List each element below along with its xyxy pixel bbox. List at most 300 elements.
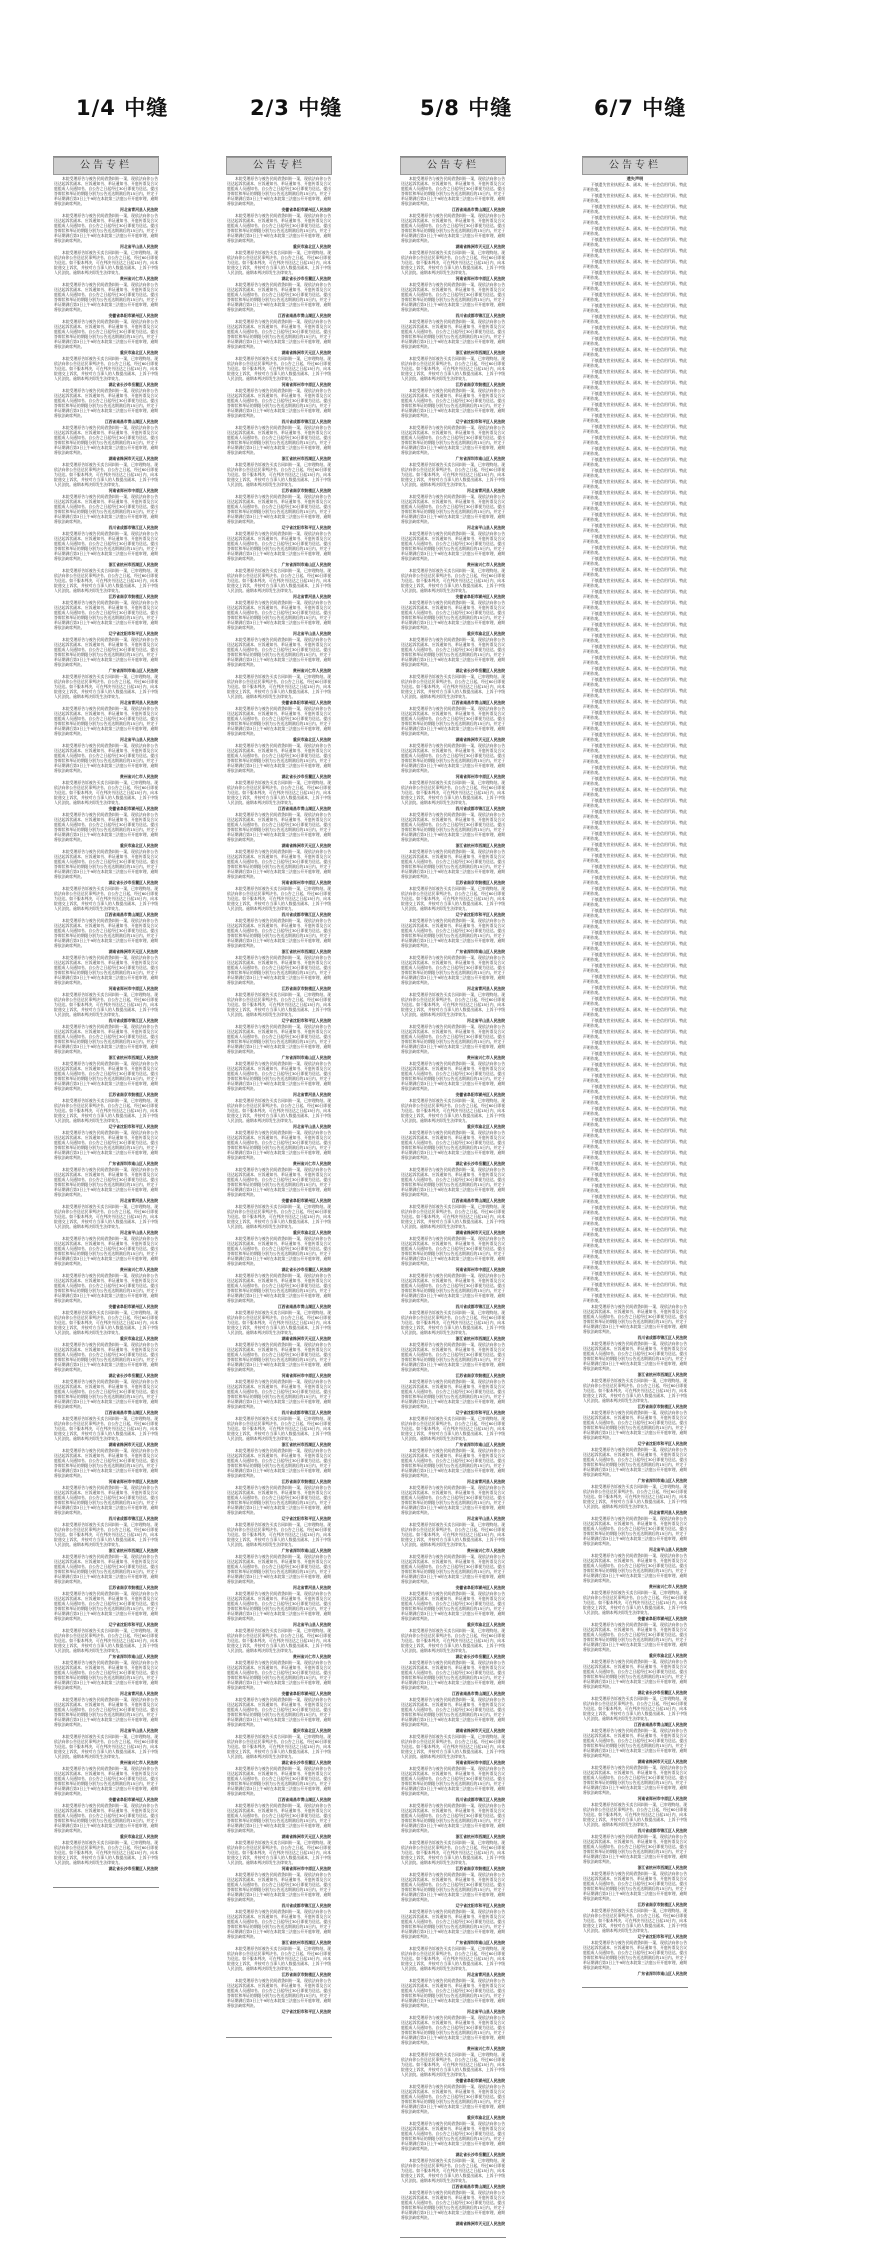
notice-paragraph: 不慎遗失营业执照正本、副本，统一社会信用代码，特此声明作废。 [583, 193, 687, 203]
notice-paragraph: 本院受理原告与被告民间借贷纠纷一案，现依法向你公告送达起诉状副本、应诉通知书、举证通知书、开庭传票及合议庭组成人员通知书。自公告之日起经过30日即视为送达。提出答辩状和举证的期限分别为公告送达期满后的15日内。并定于举证期满后第3日上午9时在本院第三法庭公开开庭审理，逾期将依法缺席判决。 [54, 1342, 158, 1372]
notice-paragraph: 不慎遗失营业执照正本、副本，统一社会信用代码，特此声明作废。 [583, 974, 687, 984]
court-signature: 浙江省杭州市西湖区人民法院 [281, 949, 331, 954]
court-signature: 河北省平山县人民法院 [467, 525, 505, 530]
notice-paragraph: 本院受理原告与被告民间借贷纠纷一案，现依法向你公告送达起诉状副本、应诉通知书、举证通知书、开庭传票及合议庭组成人员通知书。自公告之日起经过30日即视为送达。提出答辩状和举证的期限分别为公告送达期满后的15日内。并定于举证期满后第3日上午9时在本院第三法庭公开开庭审理，逾期将依法缺席判决。 [54, 494, 158, 524]
court-signature: 湖南省株洲市天元区人民法院 [108, 456, 158, 461]
notice-paragraph: 不慎遗失营业执照正本、副本，统一社会信用代码，特此声明作废。 [583, 413, 687, 423]
court-signature: 广东省深圳市南山区人民法院 [455, 456, 505, 461]
notice-paragraph: 不慎遗失营业执照正本、副本，统一社会信用代码，特此声明作废。 [583, 259, 687, 269]
notice-paragraph: 本院受理原告与被告民间借贷纠纷一案，现依法向你公告送达起诉状副本、应诉通知书、举证通知书、开庭传票及合议庭组成人员通知书。自公告之日起经过30日即视为送达。提出答辩状和举证的期限分别为公告送达期满后的15日内。并定于举证期满后第3日上午9时在本院第三法庭公开开庭审理，逾期将依法缺席判决。 [401, 1660, 505, 1690]
notice-paragraph: 不慎遗失营业执照正本、副本，统一社会信用代码，特此声明作废。 [583, 787, 687, 797]
notice-paragraph: 本院受理原告与被告民间借贷纠纷一案，现依法向你公告送达起诉状副本、应诉通知书、举证通知书、开庭传票及合议庭组成人员通知书。自公告之日起经过30日即视为送达。提出答辩状和举证的期限分别为公告送达期满后的15日内。并定于举证期满后第3日上午9时在本院第三法庭公开开庭审理，逾期将依法缺席判决。 [401, 2121, 505, 2151]
notice-paragraph: 本院受理原告诉被告买卖合同纠纷一案，已审理终结。现依法向你公告送达民事判决书。自公告之日起，经过60日即视为送达。如不服本判决，可在判决书送达之日起15日内，向本院递交上诉状，并按对方当事人的人数提出副本，上诉于中级人民法院。逾期本判决即发生法律效力。 [401, 1416, 505, 1441]
notice-paragraph: 本院受理原告与被告民间借贷纠纷一案，现依法向你公告送达起诉状副本、应诉通知书、举证通知书、开庭传票及合议庭组成人员通知书。自公告之日起经过30日即视为送达。提出答辩状和举证的期限分别为公告送达期满后的15日内。并定于举证期满后第3日上午9时在本院第三法庭公开开庭审理，逾期将依法缺席判决。 [401, 849, 505, 879]
notice-paragraph: 本院受理原告与被告民间借贷纠纷一案，现依法向你公告送达起诉状副本、应诉通知书、举证通知书、开庭传票及合议庭组成人员通知书。自公告之日起经过30日即视为送达。提出答辩状和举证的期限分别为公告送达期满后的15日内。并定于举证期满后第3日上午9时在本院第三法庭公开开庭审理，逾期将依法缺席判决。 [227, 1978, 331, 2008]
notice-paragraph: 本院受理原告诉被告买卖合同纠纷一案，已审理终结。现依法向你公告送达民事判决书。自公告之日起，经过60日即视为送达。如不服本判决，可在判决书送达之日起15日内，向本院递交上诉状，并按对方当事人的人数提出副本，上诉于中级人民法院。逾期本判决即发生法律效力。 [54, 462, 158, 487]
notice-paragraph: 本院受理原告与被告民间借贷纠纷一案，现依法向你公告送达起诉状副本、应诉通知书、举证通知书、开庭传票及合议庭组成人员通知书。自公告之日起经过30日即视为送达。提出答辩状和举证的期限分别为公告送达期满后的15日内。并定于举证期满后第3日上午9时在本院第三法庭公开开庭审理，逾期将依法缺席判决。 [401, 1591, 505, 1621]
court-signature: 重庆市渝北区人民法院 [293, 1728, 331, 1733]
court-signature: 贵州省兴仁市人民法院 [293, 1161, 331, 1166]
court-signature: 河南省郑州市中原区人民法院 [281, 880, 331, 885]
court-signature: 重庆市渝北区人民法院 [120, 1336, 158, 1341]
notice-paragraph: 不慎遗失营业执照正本、副本，统一社会信用代码，特此声明作废。 [583, 908, 687, 918]
notice-paragraph: 本院受理原告与被告民间借贷纠纷一案，现依法向你公告送达起诉状副本、应诉通知书、举证通知书、开庭传票及合议庭组成人员通知书。自公告之日起经过30日即视为送达。提出答辩状和举证的期限分别为公告送达期满后的15日内。并定于举证期满后第3日上午9时在本院第三法庭公开开庭审理，逾期将依法缺席判决。 [227, 1909, 331, 1939]
notice-paragraph: 本院受理原告诉被告买卖合同纠纷一案，已审理终结。现依法向你公告送达民事判决书。自公告之日起，经过60日即视为送达。如不服本判决，可在判决书送达之日起15日内，向本院递交上诉状，并按对方当事人的人数提出副本，上诉于中级人民法院。逾期本判决即发生法律效力。 [227, 1310, 331, 1335]
notice-paragraph: 不慎遗失营业执照正本、副本，统一社会信用代码，特此声明作废。 [583, 798, 687, 808]
notice-paragraph: 本院受理原告与被告民间借贷纠纷一案，现依法向你公告送达起诉状副本、应诉通知书、举证通知书、开庭传票及合议庭组成人员通知书。自公告之日起经过30日即视为送达。提出答辩状和举证的期限分别为公告送达期满后的15日内。并定于举证期满后第3日上午9时在本院第三法庭公开开庭审理，逾期将依法缺席判决。 [227, 1485, 331, 1515]
notice-paragraph: 本院受理原告与被告民间借贷纠纷一案，现依法向你公告送达起诉状副本、应诉通知书、举证通知书、开庭传票及合议庭组成人员通知书。自公告之日起经过30日即视为送达。提出答辩状和举证的期限分别为公告送达期满后的15日内。并定于举证期满后第3日上午9时在本院第三法庭公开开庭审理，逾期将依法缺席判决。 [54, 1591, 158, 1621]
notice-paragraph: 本院受理原告与被告民间借贷纠纷一案，现依法向你公告送达起诉状副本、应诉通知书、举证通知书、开庭传票及合议庭组成人员通知书。自公告之日起经过30日即视为送达。提出答辩状和举证的期限分别为公告送达期满后的15日内。并定于举证期满后第3日上午9时在本院第三法庭公开开庭审理，逾期将依法缺席判决。 [227, 176, 331, 206]
notice-paragraph: 本院受理原告与被告民间借贷纠纷一案，现依法向你公告送达起诉状副本、应诉通知书、举证通知书、开庭传票及合议庭组成人员通知书。自公告之日起经过30日即视为送达。提出答辩状和举证的期限分别为公告送达期满后的15日内。并定于举证期满后第3日上午9时在本院第三法庭公开开庭审理，逾期将依法缺席判决。 [227, 1554, 331, 1584]
court-signature: 江西省南昌市青山湖区人民法院 [277, 1304, 331, 1309]
notice-paragraph: 本院受理原告与被告民间借贷纠纷一案，现依法向你公告送达起诉状副本、应诉通知书、举证通知书、开庭传票及合议庭组成人员通知书。自公告之日起经过30日即视为送达。提出答辩状和举证的期限分别为公告送达期满后的15日内。并定于举证期满后第3日上午9时在本院第三法庭公开开庭审理，逾期将依法缺席判决。 [54, 1061, 158, 1091]
court-signature: 贵州省兴仁市人民法院 [467, 1548, 505, 1553]
notice-paragraph: 本院受理原告与被告民间借贷纠纷一案，现依法向你公告送达起诉状副本、应诉通知书、举证通知书、开庭传票及合议庭组成人员通知书。自公告之日起经过30日即视为送达。提出答辩状和举证的期限分别为公告送达期满后的15日内。并定于举证期满后第3日上午9时在本院第三法庭公开开庭审理，逾期将依法缺席判决。 [227, 1766, 331, 1796]
notice-paragraph: 本院受理原告与被告民间借贷纠纷一案，现依法向你公告送达起诉状副本、应诉通知书、举证通知书、开庭传票及合议庭组成人员通知书。自公告之日起经过30日即视为送达。提出答辩状和举证的期限分别为公告送达期满后的15日内。并定于举证期满后第3日上午9时在本院第三法庭公开开庭审理，逾期将依法缺席判决。 [401, 1342, 505, 1372]
notice-paragraph: 不慎遗失营业执照正本、副本，统一社会信用代码，特此声明作废。 [583, 765, 687, 775]
notice-paragraph: 本院受理原告诉被告买卖合同纠纷一案，已审理终结。现依法向你公告送达民事判决书。自公告之日起，经过60日即视为送达。如不服本判决，可在判决书送达之日起15日内，向本院递交上诉状，并按对方当事人的人数提出副本，上诉于中级人民法院。逾期本判决即发生法律效力。 [54, 1840, 158, 1865]
notice-paragraph: 本院受理原告与被告民间借贷纠纷一案，现依法向你公告送达起诉状副本、应诉通知书、举证通知书、开庭传票及合议庭组成人员通知书。自公告之日起经过30日即视为送达。提出答辩状和举证的期限分别为公告送达期满后的15日内。并定于举证期满后第3日上午9时在本院第三法庭公开开庭审理，逾期将依法缺席判决。 [583, 1940, 687, 1970]
court-signature: 江苏省南京市鼓楼区人民法院 [455, 880, 505, 885]
notice-paragraph: 不慎遗失营业执照正本、副本，统一社会信用代码，特此声明作废。 [583, 402, 687, 412]
court-signature: 重庆市渝北区人民法院 [467, 1124, 505, 1129]
notice-paragraph: 本院受理原告与被告民间借贷纠纷一案，现依法向你公告送达起诉状副本、应诉通知书、举证通知书、开庭传票及合议庭组成人员通知书。自公告之日起经过30日即视为送达。提出答辩状和举证的期限分别为公告送达期满后的15日内。并定于举证期满后第3日上午9时在本院第三法庭公开开庭审理，逾期将依法缺席判决。 [401, 425, 505, 455]
notice-paragraph: 本院受理原告与被告民间借贷纠纷一案，现依法向你公告送达起诉状副本、应诉通知书、举证通知书、开庭传票及合议庭组成人员通知书。自公告之日起经过30日即视为送达。提出答辩状和举证的期限分别为公告送达期满后的15日内。并定于举证期满后第3日上午9时在本院第三法庭公开开庭审理，逾期将依法缺席判决。 [54, 388, 158, 418]
notice-paragraph: 不慎遗失营业执照正本、副本，统一社会信用代码，特此声明作废。 [583, 985, 687, 995]
court-signature: 河北省青河县人民法院 [467, 488, 505, 493]
notice-paragraph: 不慎遗失营业执照正本、副本，统一社会信用代码，特此声明作废。 [583, 919, 687, 929]
court-signature: 湖北省长沙市岳麓区人民法院 [455, 668, 505, 673]
notice-paragraph: 本院受理原告与被告民间借贷纠纷一案，现依法向你公告送达起诉状副本、应诉通知书、举证通知书、开庭传票及合议庭组成人员通知书。自公告之日起经过30日即视为送达。提出答辩状和举证的期限分别为公告送达期满后的15日内。并定于举证期满后第3日上午9时在本院第三法庭公开开庭审理，逾期将依法缺席判决。 [227, 319, 331, 349]
column-q67 [582, 156, 688, 1988]
notice-paragraph: 本院受理原告与被告民间借贷纠纷一案，现依法向你公告送达起诉状副本、应诉通知书、举证通知书、开庭传票及合议庭组成人员通知书。自公告之日起经过30日即视为送达。提出答辩状和举证的期限分别为公告送达期满后的15日内。并定于举证期满后第3日上午9时在本院第三法庭公开开庭审理，逾期将依法缺席判决。 [54, 1485, 158, 1515]
notice-paragraph: 本院受理原告与被告民间借贷纠纷一案，现依法向你公告送达起诉状副本、应诉通知书、举证通知书、开庭传票及合议庭组成人员通知书。自公告之日起经过30日即视为送达。提出答辩状和举证的期限分别为公告送达期满后的15日内。并定于举证期满后第3日上午9时在本院第三法庭公开开庭审理，逾期将依法缺席判决。 [401, 1167, 505, 1197]
court-signature: 河南省郑州市中原区人民法院 [108, 1479, 158, 1484]
notice-paragraph: 不慎遗失营业执照正本、副本，统一社会信用代码，特此声明作废。 [583, 1018, 687, 1028]
column-body [53, 175, 159, 1871]
notice-paragraph: 本院受理原告与被告民间借贷纠纷一案，现依法向你公告送达起诉状副本、应诉通知书、举证通知书、开庭传票及合议庭组成人员通知书。自公告之日起经过30日即视为送达。提出答辩状和举证的期限分别为公告送达期满后的15日内。并定于举证期满后第3日上午9时在本院第三法庭公开开庭审理，逾期将依法缺席判决。 [54, 706, 158, 736]
court-signature: 江西省南昌市青山湖区人民法院 [104, 1410, 158, 1415]
notice-paragraph: 本院受理原告诉被告买卖合同纠纷一案，已审理终结。现依法向你公告送达民事判决书。自公告之日起，经过60日即视为送达。如不服本判决，可在判决书送达之日起15日内，向本院递交上诉状，并按对方当事人的人数提出副本，上诉于中级人民法院。逾期本判决即发生法律效力。 [401, 1628, 505, 1653]
court-signature: 河南省郑州市中原区人民法院 [108, 986, 158, 991]
notice-paragraph: 不慎遗失营业执照正本、副本，统一社会信用代码，特此声明作废。 [583, 1117, 687, 1127]
notice-paragraph: 本院受理原告诉被告买卖合同纠纷一案，已审理终结。现依法向你公告送达民事判决书。自公告之日起，经过60日即视为送达。如不服本判决，可在判决书送达之日起15日内，向本院递交上诉状，并按对方当事人的人数提出副本，上诉于中级人民法院。逾期本判决即发生法律效力。 [227, 1628, 331, 1653]
notice-paragraph: 不慎遗失营业执照正本、副本，统一社会信用代码，特此声明作废。 [583, 303, 687, 313]
court-signature: 浙江省杭州市西湖区人民法院 [108, 1055, 158, 1060]
court-signature: 重庆市渝北区人民法院 [120, 843, 158, 848]
notice-paragraph: 不慎遗失营业执照正本、副本，统一社会信用代码，特此声明作废。 [583, 391, 687, 401]
notice-paragraph: 本院受理原告诉被告买卖合同纠纷一案，已审理终结。现依法向你公告送达民事判决书。自公告之日起，经过60日即视为送达。如不服本判决，可在判决书送达之日起15日内，向本院递交上诉状，并按对方当事人的人数提出副本，上诉于中级人民法院。逾期本判决即发生法律效力。 [227, 1734, 331, 1759]
notice-paragraph: 本院受理原告与被告民间借贷纠纷一案，现依法向你公告送达起诉状副本、应诉通知书、举证通知书、开庭传票及合议庭组成人员通知书。自公告之日起经过30日即视为送达。提出答辩状和举证的期限分别为公告送达期满后的15日内。并定于举证期满后第3日上午9时在本院第三法庭公开开庭审理，逾期将依法缺席判决。 [227, 1448, 331, 1478]
notice-paragraph: 本院受理原告与被告民间借贷纠纷一案，现依法向你公告送达起诉状副本、应诉通知书、举证通知书、开庭传票及合议庭组成人员通知书。自公告之日起经过30日即视为送达。提出答辩状和举证的期限分别为公告送达期满后的15日内。并定于举证期满后第3日上午9时在本院第三法庭公开开庭审理，逾期将依法缺席判决。 [227, 425, 331, 455]
notice-paragraph: 本院受理原告与被告民间借贷纠纷一案，现依法向你公告送达起诉状副本、应诉通知书、举证通知书、开庭传票及合议庭组成人员通知书。自公告之日起经过30日即视为送达。提出答辩状和举证的期限分别为公告送达期满后的15日内。并定于举证期满后第3日上午9时在本院第三法庭公开开庭审理，逾期将依法缺席判决。 [583, 1447, 687, 1477]
court-signature: 安徽省阜阳市颍州区人民法院 [281, 700, 331, 705]
notice-paragraph: 本院受理原告与被告民间借贷纠纷一案，现依法向你公告送达起诉状副本、应诉通知书、举证通知书、开庭传票及合议庭组成人员通知书。自公告之日起经过30日即视为送达。提出答辩状和举证的期限分别为公告送达期满后的15日内。并定于举证期满后第3日上午9时在本院第三法庭公开开庭审理，逾期将依法缺席判决。 [227, 743, 331, 773]
column-header: 公告专栏 [400, 157, 506, 175]
notice-paragraph: 本院受理原告诉被告买卖合同纠纷一案，已审理终结。现依法向你公告送达民事判决书。自公告之日起，经过60日即视为送达。如不服本判决，可在判决书送达之日起15日内，向本院递交上诉状，并按对方当事人的人数提出副本，上诉于中级人民法院。逾期本判决即发生法律效力。 [583, 1908, 687, 1933]
court-signature: 重庆市渝北区人民法院 [467, 2115, 505, 2120]
court-signature: 河北省平山县人民法院 [293, 1622, 331, 1627]
notice-paragraph: 本院受理原告诉被告买卖合同纠纷一案，已审理终结。现依法向你公告送达民事判决书。自公告之日起，经过60日即视为送达。如不服本判决，可在判决书送达之日起15日内，向本院递交上诉状，并按对方当事人的人数提出副本，上诉于中级人民法院。逾期本判决即发生法律效力。 [583, 1696, 687, 1721]
court-signature: 安徽省阜阳市颍州区人民法院 [281, 1691, 331, 1696]
court-signature: 河南省郑州市中原区人民法院 [108, 488, 158, 493]
notice-paragraph: 本院受理原告诉被告买卖合同纠纷一案，已审理终结。现依法向你公告送达民事判决书。自公告之日起，经过60日即视为送达。如不服本判决，可在判决书送达之日起15日内，向本院递交上诉状，并按对方当事人的人数提出副本，上诉于中级人民法院。逾期本判决即发生法律效力。 [401, 568, 505, 593]
court-signature: 浙江省杭州市西湖区人民法院 [108, 1548, 158, 1553]
notice-paragraph: 本院受理原告与被告民间借贷纠纷一案，现依法向你公告送达起诉状副本、应诉通知书、举证通知书、开庭传票及合议庭组成人员通知书。自公告之日起经过30日即视为送达。提出答辩状和举证的期限分别为公告送达期满后的15日内。并定于举证期满后第3日上午9时在本院第三法庭公开开庭审理，逾期将依法缺席判决。 [401, 637, 505, 667]
notice-paragraph: 不慎遗失营业执照正本、副本，统一社会信用代码，特此声明作废。 [583, 534, 687, 544]
notice-paragraph: 本院受理原告与被告民间借贷纠纷一案，现依法向你公告送达起诉状副本、应诉通知书、举证通知书、开庭传票及合议庭组成人员通知书。自公告之日起经过30日即视为送达。提出答辩状和举证的期限分别为公告送达期满后的15日内。并定于举证期满后第3日上午9时在本院第三法庭公开开庭审理，逾期将依法缺席判决。 [401, 812, 505, 842]
notice-paragraph: 本院受理原告与被告民间借贷纠纷一案，现依法向你公告送达起诉状副本、应诉通知书、举证通知书、开庭传票及合议庭组成人员通知书。自公告之日起经过30日即视为送达。提出答辩状和举证的期限分别为公告送达期满后的15日内。并定于举证期满后第3日上午9时在本院第三法庭公开开庭审理，逾期将依法缺席判决。 [401, 388, 505, 418]
notice-paragraph: 本院受理原告诉被告买卖合同纠纷一案，已审理终结。现依法向你公告送达民事判决书。自公告之日起，经过60日即视为送达。如不服本判决，可在判决书送达之日起15日内，向本院递交上诉状，并按对方当事人的人数提出副本，上诉于中级人民法院。逾期本判决即发生法律效力。 [227, 674, 331, 699]
notice-paragraph: 本院受理原告与被告民间借贷纠纷一案，现依法向你公告送达起诉状副本、应诉通知书、举证通知书、开庭传票及合议庭组成人员通知书。自公告之日起经过30日即视为送达。提出答辩状和举证的期限分别为公告送达期满后的15日内。并定于举证期满后第3日上午9时在本院第三法庭公开开庭审理，逾期将依法缺席判决。 [401, 1448, 505, 1478]
notice-paragraph: 不慎遗失营业执照正本、副本，统一社会信用代码，特此声明作废。 [583, 1073, 687, 1083]
notice-paragraph: 不慎遗失营业执照正本、副本，统一社会信用代码，特此声明作废。 [583, 1161, 687, 1171]
court-signature: 四川省成都市锦江区人民法院 [637, 1828, 687, 1833]
notice-paragraph: 本院受理原告与被告民间借贷纠纷一案，现依法向你公告送达起诉状副本、应诉通知书、举证通知书、开庭传票及合议庭组成人员通知书。自公告之日起经过30日即视为送达。提出答辩状和举证的期限分别为公告送达期满后的15日内。并定于举证期满后第3日上午9时在本院第三法庭公开开庭审理，逾期将依法缺席判决。 [401, 1697, 505, 1727]
notice-paragraph: 本院受理原告与被告民间借贷纠纷一案，现依法向你公告送达起诉状副本、应诉通知书、举证通知书、开庭传票及合议庭组成人员通知书。自公告之日起经过30日即视为送达。提出答辩状和举证的期限分别为公告送达期满后的15日内。并定于举证期满后第3日上午9时在本院第三法庭公开开庭审理，逾期将依法缺席判决。 [54, 1697, 158, 1727]
court-signature: 安徽省阜阳市颍州区人民法院 [455, 594, 505, 599]
court-signature: 辽宁省沈阳市和平区人民法院 [455, 1903, 505, 1908]
court-signature: 湖北省长沙市岳麓区人民法院 [108, 880, 158, 885]
notice-paragraph: 本院受理原告与被告民间借贷纠纷一案，现依法向你公告送达起诉状副本、应诉通知书、举证通知书、开庭传票及合议庭组成人员通知书。自公告之日起经过30日即视为送达。提出答辩状和举证的期限分别为公告送达期满后的15日内。并定于举证期满后第3日上午9时在本院第三法庭公开开庭审理，逾期将依法缺席判决。 [583, 1341, 687, 1371]
court-signature: 江苏省南京市鼓楼区人民法院 [455, 382, 505, 387]
column-header: 公告专栏 [53, 157, 159, 175]
notice-paragraph: 不慎遗失营业执照正本、副本，统一社会信用代码，特此声明作废。 [583, 424, 687, 434]
notice-paragraph: 本院受理原告诉被告买卖合同纠纷一案，已审理终结。现依法向你公告送达民事判决书。自公告之日起，经过60日即视为送达。如不服本判决，可在判决书送达之日起15日内，向本院递交上诉状，并按对方当事人的人数提出副本，上诉于中级人民法院。逾期本判决即发生法律效力。 [401, 2052, 505, 2077]
notice-paragraph: 本院受理原告与被告民间借贷纠纷一案，现依法向你公告送达起诉状副本、应诉通知书、举证通知书、开庭传票及合议庭组成人员通知书。自公告之日起经过30日即视为送达。提出答辩状和举证的期限分别为公告送达期满后的15日内。并定于举证期满后第3日上午9时在本院第三法庭公开开庭审理，逾期将依法缺席判决。 [54, 1130, 158, 1160]
court-signature: 江苏省南京市鼓楼区人民法院 [108, 594, 158, 599]
notice-paragraph: 不慎遗失营业执照正本、副本，统一社会信用代码，特此声明作废。 [583, 1007, 687, 1017]
notice-paragraph: 不慎遗失营业执照正本、副本，统一社会信用代码，特此声明作废。 [583, 204, 687, 214]
column-body [226, 175, 332, 2014]
notice-paragraph: 本院受理原告诉被告买卖合同纠纷一案，已审理终结。现依法向你公告送达民事判决书。自公告之日起，经过60日即视为送达。如不服本判决，可在判决书送达之日起15日内，向本院递交上诉状，并按对方当事人的人数提出副本，上诉于中级人民法院。逾期本判决即发生法律效力。 [227, 1522, 331, 1547]
notice-paragraph: 本院受理原告与被告民间借贷纠纷一案，现依法向你公告送达起诉状副本、应诉通知书、举证通知书、开庭传票及合议庭组成人员通知书。自公告之日起经过30日即视为送达。提出答辩状和举证的期限分别为公告送达期满后的15日内。并定于举证期满后第3日上午9时在本院第三法庭公开开庭审理，逾期将依法缺席判决。 [54, 213, 158, 243]
notice-paragraph: 本院受理原告与被告民间借贷纠纷一案，现依法向你公告送达起诉状副本、应诉通知书、举证通知书、开庭传票及合议庭组成人员通知书。自公告之日起经过30日即视为送达。提出答辩状和举证的期限分别为公告送达期满后的15日内。并定于举证期满后第3日上午9时在本院第三法庭公开开庭审理，逾期将依法缺席判决。 [401, 1236, 505, 1266]
notice-paragraph: 本院受理原告诉被告买卖合同纠纷一案，已审理终结。现依法向你公告送达民事判决书。自公告之日起，经过60日即视为送达。如不服本判决，可在判决书送达之日起15日内，向本院递交上诉状，并按对方当事人的人数提出副本，上诉于中级人民法院。逾期本判决即发生法律效力。 [401, 1734, 505, 1759]
notice-paragraph: 不慎遗失营业执照正本、副本，统一社会信用代码，特此声明作废。 [583, 732, 687, 742]
court-signature: 安徽省阜阳市颍州区人民法院 [108, 1304, 158, 1309]
notice-paragraph: 本院受理原告与被告民间借贷纠纷一案，现依法向你公告送达起诉状副本、应诉通知书、举证通知书、开庭传票及合议庭组成人员通知书。自公告之日起经过30日即视为送达。提出答辩状和举证的期限分别为公告送达期满后的15日内。并定于举证期满后第3日上午9时在本院第三法庭公开开庭审理，逾期将依法缺席判决。 [401, 2084, 505, 2114]
notice-paragraph: 本院受理原告诉被告买卖合同纠纷一案，已审理终结。现依法向你公告送达民事判决书。自公告之日起，经过60日即视为送达。如不服本判决，可在判决书送达之日起15日内，向本院递交上诉状，并按对方当事人的人数提出副本，上诉于中级人民法院。逾期本判决即发生法律效力。 [227, 1416, 331, 1441]
notice-paragraph: 本院受理原告与被告民间借贷纠纷一案，现依法向你公告送达起诉状副本、应诉通知书、举证通知书、开庭传票及合议庭组成人员通知书。自公告之日起经过30日即视为送达。提出答辩状和举证的期限分别为公告送达期满后的15日内。并定于举证期满后第3日上午9时在本院第三法庭公开开庭审理，逾期将依法缺席判决。 [54, 1167, 158, 1197]
court-signature: 四川省成都市锦江区人民法院 [108, 525, 158, 530]
court-signature: 河北省青河县人民法院 [467, 1972, 505, 1977]
court-signature: 河南省郑州市中原区人民法院 [281, 1373, 331, 1378]
court-signature: 四川省成都市锦江区人民法院 [108, 1516, 158, 1521]
notice-paragraph: 不慎遗失营业执照正本、副本，统一社会信用代码，特此声明作废。 [583, 567, 687, 577]
court-signature: 广东省深圳市南山区人民法院 [637, 1971, 687, 1976]
notice-paragraph: 不慎遗失营业执照正本、副本，统一社会信用代码，特此声明作废。 [583, 336, 687, 346]
court-signature: 江苏省南京市鼓楼区人民法院 [281, 488, 331, 493]
court-signature: 湖北省长沙市岳麓区人民法院 [281, 276, 331, 281]
court-signature: 河北省平山县人民法院 [649, 1547, 687, 1552]
notice-paragraph: 本院受理原告诉被告买卖合同纠纷一案，已审理终结。现依法向你公告送达民事判决书。自公告之日起，经过60日即视为送达。如不服本判决，可在判决书送达之日起15日内，向本院递交上诉状，并按对方当事人的人数提出副本，上诉于中级人民法院。逾期本判决即发生法律效力。 [54, 886, 158, 911]
court-signature: 江苏省南京市鼓楼区人民法院 [281, 1479, 331, 1484]
notice-paragraph: 本院受理原告诉被告买卖合同纠纷一案，已审理终结。现依法向你公告送达民事判决书。自公告之日起，经过60日即视为送达。如不服本判决，可在判决书送达之日起15日内，向本院递交上诉状，并按对方当事人的人数提出副本，上诉于中级人民法院。逾期本判决即发生法律效力。 [401, 2158, 505, 2183]
court-signature: 湖北省长沙市岳麓区人民法院 [455, 1161, 505, 1166]
notice-paragraph: 不慎遗失营业执照正本、副本，统一社会信用代码，特此声明作废。 [583, 523, 687, 533]
notice-paragraph: 本院受理原告诉被告买卖合同纠纷一案，已审理终结。现依法向你公告送达民事判决书。自公告之日起，经过60日即视为送达。如不服本判决，可在判决书送达之日起15日内，向本院递交上诉状，并按对方当事人的人数提出副本，上诉于中级人民法院。逾期本判决即发生法律效力。 [583, 1484, 687, 1509]
court-signature: 河南省郑州市中原区人民法院 [455, 774, 505, 779]
notice-paragraph: 不慎遗失营业执照正本、副本，统一社会信用代码，特此声明作废。 [583, 1227, 687, 1237]
notice-paragraph: 本院受理原告与被告民间借贷纠纷一案，现依法向你公告送达起诉状副本、应诉通知书、举证通知书、开庭传票及合议庭组成人员通知书。自公告之日起经过30日即视为送达。提出答辩状和举证的期限分别为公告送达期满后的15日内。并定于举证期满后第3日上午9时在本院第三法庭公开开庭审理，逾期将依法缺席判决。 [583, 1516, 687, 1546]
court-signature: 安徽省阜阳市颍州区人民法院 [281, 1198, 331, 1203]
court-signature: 广东省深圳市南山区人民法院 [108, 1654, 158, 1659]
court-signature: 贵州省兴仁市人民法院 [467, 562, 505, 567]
notice-paragraph: 本院受理原告与被告民间借贷纠纷一案，现依法向你公告送达起诉状副本、应诉通知书、举证通知书、开庭传票及合议庭组成人员通知书。自公告之日起经过30日即视为送达。提出答辩状和举证的期限分别为公告送达期满后的15日内。并定于举证期满后第3日上午9时在本院第三法庭公开开庭审理，逾期将依法缺席判决。 [401, 176, 505, 206]
notice-paragraph: 不慎遗失营业执照正本、副本，统一社会信用代码，特此声明作废。 [583, 457, 687, 467]
notice-paragraph: 本院受理原告诉被告买卖合同纠纷一案，已审理终结。现依法向你公告送达民事判决书。自公告之日起，经过60日即视为送达。如不服本判决，可在判决书送达之日起15日内，向本院递交上诉状，并按对方当事人的人数提出副本，上诉于中级人民法院。逾期本判决即发生法律效力。 [401, 1204, 505, 1229]
court-signature: 江苏省南京市鼓楼区人民法院 [637, 1404, 687, 1409]
court-signature: 江西省南昌市青山湖区人民法院 [277, 1797, 331, 1802]
court-signature: 河北省青河县人民法院 [293, 1585, 331, 1590]
notice-paragraph: 本院受理原告与被告民间借贷纠纷一案，现依法向你公告送达起诉状副本、应诉通知书、举证通知书、开庭传票及合议庭组成人员通知书。自公告之日起经过30日即视为送达。提出答辩状和举证的期限分别为公告送达期满后的15日内。并定于举证期满后第3日上午9时在本院第三法庭公开开庭审理，逾期将依法缺席判决。 [401, 1061, 505, 1091]
notice-paragraph: 本院受理原告与被告民间借贷纠纷一案，现依法向你公告送达起诉状副本、应诉通知书、举证通知书、开庭传票及合议庭组成人员通知书。自公告之日起经过30日即视为送达。提出答辩状和举证的期限分别为公告送达期满后的15日内。并定于举证期满后第3日上午9时在本院第三法庭公开开庭审理，逾期将依法缺席判决。 [54, 425, 158, 455]
court-signature: 湖北省长沙市岳麓区人民法院 [455, 2152, 505, 2157]
notice-paragraph: 本院受理原告与被告民间借贷纠纷一案，现依法向你公告送达起诉状副本、应诉通知书、举证通知书、开庭传票及合议庭组成人员通知书。自公告之日起经过30日即视为送达。提出答辩状和举证的期限分别为公告送达期满后的15日内。并定于举证期满后第3日上午9时在本院第三法庭公开开庭审理，逾期将依法缺席判决。 [583, 1659, 687, 1689]
court-signature: 湖北省长沙市岳麓区人民法院 [108, 1866, 158, 1871]
notice-paragraph: 不慎遗失营业执照正本、副本，统一社会信用代码，特此声明作废。 [583, 468, 687, 478]
court-signature: 江西省南昌市青山湖区人民法院 [633, 1722, 687, 1727]
court-signature: 江西省南昌市青山湖区人民法院 [451, 1691, 505, 1696]
notice-paragraph: 不慎遗失营业执照正本、副本，统一社会信用代码，特此声明作废。 [583, 369, 687, 379]
court-signature: 湖北省长沙市岳麓区人民法院 [637, 1690, 687, 1695]
court-signature: 重庆市渝北区人民法院 [293, 1230, 331, 1235]
notice-paragraph: 本院受理原告与被告民间借贷纠纷一案，现依法向你公告送达起诉状副本、应诉通知书、举证通知书、开庭传票及合议庭组成人员通知书。自公告之日起经过30日即视为送达。提出答辩状和举证的期限分别为公告送达期满后的15日内。并定于举证期满后第3日上午9时在本院第三法庭公开开庭审理，逾期将依法缺席判决。 [227, 1872, 331, 1902]
notice-paragraph: 本院受理原告与被告民间借贷纠纷一案，现依法向你公告送达起诉状副本、应诉通知书、举证通知书、开庭传票及合议庭组成人员通知书。自公告之日起经过30日即视为送达。提出答辩状和举证的期限分别为公告送达期满后的15日内。并定于举证期满后第3日上午9时在本院第三法庭公开开庭审理，逾期将依法缺席判决。 [54, 1766, 158, 1796]
notice-paragraph: 不慎遗失营业执照正本、副本，统一社会信用代码，特此声明作废。 [583, 1062, 687, 1072]
notice-paragraph: 不慎遗失营业执照正本、副本，统一社会信用代码，特此声明作废。 [583, 809, 687, 819]
notice-paragraph: 本院受理原告诉被告买卖合同纠纷一案，已审理终结。现依法向你公告送达民事判决书。自公告之日起，经过60日即视为送达。如不服本判决，可在判决书送达之日起15日内，向本院递交上诉状，并按对方当事人的人数提出副本，上诉于中级人民法院。逾期本判决即发生法律效力。 [54, 568, 158, 593]
notice-paragraph: 不慎遗失营业执照正本、副本，统一社会信用代码，特此声明作废。 [583, 952, 687, 962]
notice-paragraph: 本院受理原告诉被告买卖合同纠纷一案，已审理终结。现依法向你公告送达民事判决书。自公告之日起，经过60日即视为送达。如不服本判决，可在判决书送达之日起15日内，向本院递交上诉状，并按对方当事人的人数提出副本，上诉于中级人民法院。逾期本判决即发生法律效力。 [54, 1522, 158, 1547]
court-signature: 浙江省杭州市西湖区人民法院 [455, 1834, 505, 1839]
notice-paragraph: 本院受理原告诉被告买卖合同纠纷一案，已审理终结。现依法向你公告送达民事判决书。自公告之日起，经过60日即视为送达。如不服本判决，可在判决书送达之日起15日内，向本院递交上诉状，并按对方当事人的人数提出副本，上诉于中级人民法院。逾期本判决即发生法律效力。 [227, 462, 331, 487]
column-body [582, 175, 688, 1976]
court-signature: 江苏省南京市鼓楼区人民法院 [281, 1972, 331, 1977]
court-signature: 江西省南昌市青山湖区人民法院 [451, 207, 505, 212]
court-signature: 重庆市渝北区人民法院 [467, 631, 505, 636]
court-signature: 重庆市渝北区人民法院 [120, 350, 158, 355]
notice-paragraph: 本院受理原告与被告民间借贷纠纷一案，现依法向你公告送达起诉状副本、应诉通知书、举证通知书、开庭传票及合议庭组成人员通知书。自公告之日起经过30日即视为送达。提出答辩状和举证的期限分别为公告送达期满后的15日内。并定于举证期满后第3日上午9时在本院第三法庭公开开庭审理，逾期将依法缺席判决。 [54, 319, 158, 349]
court-signature: 河北省青河县人民法院 [120, 1198, 158, 1203]
notice-paragraph: 本院受理原告与被告民间借贷纠纷一案，现依法向你公告送达起诉状副本、应诉通知书、举证通知书、开庭传票及合议庭组成人员通知书。自公告之日起经过30日即视为送达。提出答辩状和举证的期限分别为公告送达期满后的15日内。并定于举证期满后第3日上午9时在本院第三法庭公开开庭审理，逾期将依法缺席判决。 [54, 743, 158, 773]
court-signature: 广东省深圳市南山区人民法院 [108, 1161, 158, 1166]
notice-paragraph: 本院受理原告与被告民间借贷纠纷一案，现依法向你公告送达起诉状副本、应诉通知书、举证通知书、开庭传票及合议庭组成人员通知书。自公告之日起经过30日即视为送达。提出答辩状和举证的期限分别为公告送达期满后的15日内。并定于举证期满后第3日上午9时在本院第三法庭公开开庭审理，逾期将依法缺席判决。 [401, 1379, 505, 1409]
notice-paragraph: 不慎遗失营业执照正本、副本，统一社会信用代码，特此声明作废。 [583, 820, 687, 830]
court-signature: 安徽省阜阳市颍州区人民法院 [455, 1585, 505, 1590]
notice-paragraph: 本院受理原告与被告民间借贷纠纷一案，现依法向你公告送达起诉状副本、应诉通知书、举证通知书、开庭传票及合议庭组成人员通知书。自公告之日起经过30日即视为送达。提出答辩状和举证的期限分别为公告送达期满后的15日内。并定于举证期满后第3日上午9时在本院第三法庭公开开庭审理，逾期将依法缺席判决。 [227, 1660, 331, 1690]
notice-paragraph: 本院受理原告诉被告买卖合同纠纷一案，已审理终结。现依法向你公告送达民事判决书。自公告之日起，经过60日即视为送达。如不服本判决，可在判决书送达之日起15日内，向本院递交上诉状，并按对方当事人的人数提出副本，上诉于中级人民法院。逾期本判决即发生法律效力。 [583, 1378, 687, 1403]
notice-paragraph: 不慎遗失营业执照正本、副本，统一社会信用代码，特此声明作废。 [583, 226, 687, 236]
court-signature: 湖南省株洲市天元区人民法院 [108, 1442, 158, 1447]
notice-paragraph: 本院受理原告与被告民间借贷纠纷一案，现依法向你公告送达起诉状副本、应诉通知书、举证通知书、开庭传票及合议庭组成人员通知书。自公告之日起经过30日即视为送达。提出答辩状和举证的期限分别为公告送达期满后的15日内。并定于举证期满后第3日上午9时在本院第三法庭公开开庭审理，逾期将依法缺席判决。 [583, 1410, 687, 1440]
court-signature: 江西省南昌市青山湖区人民法院 [104, 419, 158, 424]
notice-paragraph: 不慎遗失营业执照正本、副本，统一社会信用代码，特此声明作废。 [583, 237, 687, 247]
notice-paragraph: 不慎遗失营业执照正本、副本，统一社会信用代码，特此声明作废。 [583, 897, 687, 907]
court-signature: 辽宁省沈阳市和平区人民法院 [455, 419, 505, 424]
notice-paragraph: 本院受理原告诉被告买卖合同纠纷一案，已审理终结。现依法向你公告送达民事判决书。自公告之日起，经过60日即视为送达。如不服本判决，可在判决书送达之日起15日内，向本院递交上诉状，并按对方当事人的人数提出副本，上诉于中级人民法院。逾期本判决即发生法律效力。 [401, 886, 505, 911]
notice-paragraph: 本院受理原告与被告民间借贷纠纷一案，现依法向你公告送达起诉状副本、应诉通知书、举证通知书、开庭传票及合议庭组成人员通知书。自公告之日起经过30日即视为送达。提出答辩状和举证的期限分别为公告送达期满后的15日内。并定于举证期满后第3日上午9时在本院第三法庭公开开庭审理，逾期将依法缺席判决。 [227, 600, 331, 630]
notice-paragraph: 本院受理原告与被告民间借贷纠纷一案，现依法向你公告送达起诉状副本、应诉通知书、举证通知书、开庭传票及合议庭组成人员通知书。自公告之日起经过30日即视为送达。提出答辩状和举证的期限分别为公告送达期满后的15日内。并定于举证期满后第3日上午9时在本院第三法庭公开开庭审理，逾期将依法缺席判决。 [227, 388, 331, 418]
court-signature: 河北省平山县人民法院 [120, 1728, 158, 1733]
court-signature: 浙江省杭州市西湖区人民法院 [637, 1865, 687, 1870]
notice-paragraph: 本院受理原告与被告民间借贷纠纷一案，现依法向你公告送达起诉状副本、应诉通知书、举证通知书、开庭传票及合议庭组成人员通知书。自公告之日起经过30日即视为送达。提出答辩状和举证的期限分别为公告送达期满后的15日内。并定于举证期满后第3日上午9时在本院第三法庭公开开庭审理，逾期将依法缺席判决。 [227, 1697, 331, 1727]
notice-paragraph: 本院受理原告与被告民间借贷纠纷一案，现依法向你公告送达起诉状副本、应诉通知书、举证通知书、开庭传票及合议庭组成人员通知书。自公告之日起经过30日即视为送达。提出答辩状和举证的期限分别为公告送达期满后的15日内。并定于举证期满后第3日上午9时在本院第三法庭公开开庭审理，逾期将依法缺席判决。 [54, 849, 158, 879]
court-signature: 四川省成都市锦江区人民法院 [455, 1797, 505, 1802]
notice-paragraph: 不慎遗失营业执照正本、副本，统一社会信用代码，特此声明作废。 [583, 512, 687, 522]
notice-paragraph: 本院受理原告与被告民间借贷纠纷一案，现依法向你公告送达起诉状副本、应诉通知书、举证通知书、开庭传票及合议庭组成人员通知书。自公告之日起经过30日即视为送达。提出答辩状和举证的期限分别为公告送达期满后的15日内。并定于举证期满后第3日上午9时在本院第三法庭公开开庭审理，逾期将依法缺席判决。 [583, 1871, 687, 1901]
court-signature: 江苏省南京市鼓楼区人民法院 [108, 1585, 158, 1590]
court-signature: 重庆市渝北区人民法院 [467, 1622, 505, 1627]
court-signature: 湖南省株洲市天元区人民法院 [281, 350, 331, 355]
notice-paragraph: 本院受理原告与被告民间借贷纠纷一案，现依法向你公告送达起诉状副本、应诉通知书、举证通知书、开庭传票及合议庭组成人员通知书。自公告之日起经过30日即视为送达。提出答辩状和举证的期限分别为公告送达期满后的15日内。并定于举证期满后第3日上午9时在本院第三法庭公开开庭审理，逾期将依法缺席判决。 [54, 918, 158, 948]
court-signature: 贵州省兴仁市人民法院 [120, 774, 158, 779]
court-signature: 辽宁省沈阳市和平区人民法院 [281, 2009, 331, 2014]
notice-paragraph: 不慎遗失营业执照正本、副本，统一社会信用代码，特此声明作废。 [583, 1216, 687, 1226]
notice-paragraph: 不慎遗失营业执照正本、副本，统一社会信用代码，特此声明作废。 [583, 545, 687, 555]
notice-paragraph: 不慎遗失营业执照正本、副本，统一社会信用代码，特此声明作废。 [583, 644, 687, 654]
notice-paragraph: 不慎遗失营业执照正本、副本，统一社会信用代码，特此声明作废。 [583, 1040, 687, 1050]
court-signature: 河南省郑州市中原区人民法院 [455, 276, 505, 281]
court-signature: 河北省平山县人民法院 [120, 1230, 158, 1235]
notice-paragraph: 本院受理原告与被告民间借贷纠纷一案，现依法向你公告送达起诉状副本、应诉通知书、举证通知书、开庭传票及合议庭组成人员通知书。自公告之日起经过30日即视为送达。提出答辩状和举证的期限分别为公告送达期满后的15日内。并定于举证期满后第3日上午9时在本院第三法庭公开开庭审理，逾期将依法缺席判决。 [227, 637, 331, 667]
notice-paragraph: 本院受理原告与被告民间借贷纠纷一案，现依法向你公告送达起诉状副本、应诉通知书、举证通知书、开庭传票及合议庭组成人员通知书。自公告之日起经过30日即视为送达。提出答辩状和举证的期限分别为公告送达期满后的15日内。并定于举证期满后第3日上午9时在本院第三法庭公开开庭审理，逾期将依法缺席判决。 [227, 213, 331, 243]
notice-paragraph: 不慎遗失营业执照正本、副本，统一社会信用代码，特此声明作废。 [583, 347, 687, 357]
notice-paragraph: 本院受理原告与被告民间借贷纠纷一案，现依法向你公告送达起诉状副本、应诉通知书、举证通知书、开庭传票及合议庭组成人员通知书。自公告之日起经过30日即视为送达。提出答辩状和举证的期限分别为公告送达期满后的15日内。并定于举证期满后第3日上午9时在本院第三法庭公开开庭审理，逾期将依法缺席判决。 [54, 531, 158, 561]
notice-paragraph: 本院受理原告与被告民间借贷纠纷一案，现依法向你公告送达起诉状副本、应诉通知书、举证通知书、开庭传票及合议庭组成人员通知书。自公告之日起经过30日即视为送达。提出答辩状和举证的期限分别为公告送达期满后的15日内。并定于举证期满后第3日上午9时在本院第三法庭公开开庭审理，逾期将依法缺席判决。 [54, 282, 158, 312]
notice-paragraph: 本院受理原告与被告民间借贷纠纷一案，现依法向你公告送达起诉状副本、应诉通知书、举证通知书、开庭传票及合议庭组成人员通知书。自公告之日起经过30日即视为送达。提出答辩状和举证的期限分别为公告送达期满后的15日内。并定于举证期满后第3日上午9时在本院第三法庭公开开庭审理，逾期将依法缺席判决。 [227, 1061, 331, 1091]
notice-paragraph: 本院受理原告与被告民间借贷纠纷一案，现依法向你公告送达起诉状副本、应诉通知书、举证通知书、开庭传票及合议庭组成人员通知书。自公告之日起经过30日即视为送达。提出答辩状和举证的期限分别为公告送达期满后的15日内。并定于举证期满后第3日上午9时在本院第三法庭公开开庭审理，逾期将依法缺席判决。 [227, 1379, 331, 1409]
court-signature: 河北省平山县人民法院 [467, 1018, 505, 1023]
court-signature: 四川省成都市锦江区人民法院 [281, 1903, 331, 1908]
notice-paragraph: 不慎遗失营业执照正本、副本，统一社会信用代码，特此声明作废。 [583, 864, 687, 874]
notice-paragraph: 不慎遗失营业执照正本、副本，统一社会信用代码，特此声明作废。 [583, 666, 687, 676]
court-signature: 河北省平山县人民法院 [467, 1516, 505, 1521]
court-signature: 安徽省阜阳市颍州区人民法院 [455, 2078, 505, 2083]
notice-paragraph: 本院受理原告诉被告买卖合同纠纷一案，已审理终结。现依法向你公告送达民事判决书。自公告之日起，经过60日即视为送达。如不服本判决，可在判决书送达之日起15日内，向本院递交上诉状，并按对方当事人的人数提出副本，上诉于中级人民法院。逾期本判决即发生法律效力。 [227, 1946, 331, 1971]
court-signature: 河南省郑州市中原区人民法院 [455, 1760, 505, 1765]
notice-paragraph: 本院受理原告诉被告买卖合同纠纷一案，已审理终结。现依法向你公告送达民事判决书。自公告之日起，经过60日即视为送达。如不服本判决，可在判决书送达之日起15日内，向本院递交上诉状，并按对方当事人的人数提出副本，上诉于中级人民法院。逾期本判决即发生法律效力。 [54, 780, 158, 805]
notice-paragraph: 本院受理原告与被告民间借贷纠纷一案，现依法向你公告送达起诉状副本、应诉通知书、举证通知书、开庭传票及合议庭组成人员通知书。自公告之日起经过30日即视为送达。提出答辩状和举证的期限分别为公告送达期满后的15日内。并定于举证期满后第3日上午9时在本院第三法庭公开开庭审理，逾期将依法缺席判决。 [227, 1342, 331, 1372]
notice-paragraph: 不慎遗失营业执照正本、副本，统一社会信用代码，特此声明作废。 [583, 622, 687, 632]
court-signature: 湖南省株洲市天元区人民法院 [455, 737, 505, 742]
court-signature: 贵州省兴仁市人民法院 [293, 1654, 331, 1659]
notice-paragraph: 本院受理原告诉被告买卖合同纠纷一案，已审理终结。现依法向你公告送达民事判决书。自公告之日起，经过60日即视为送达。如不服本判决，可在判决书送达之日起15日内，向本院递交上诉状，并按对方当事人的人数提出副本，上诉于中级人民法院。逾期本判决即发生法律效力。 [227, 1098, 331, 1123]
notice-paragraph: 本院受理原告诉被告买卖合同纠纷一案，已审理终结。现依法向你公告送达民事判决书。自公告之日起，经过60日即视为送达。如不服本判决，可在判决书送达之日起15日内，向本院递交上诉状，并按对方当事人的人数提出副本，上诉于中级人民法院。逾期本判决即发生法律效力。 [401, 1946, 505, 1971]
notice-paragraph: 不慎遗失营业执照正本、副本，统一社会信用代码，特此声明作废。 [583, 380, 687, 390]
court-signature: 江苏省南京市鼓楼区人民法院 [455, 1866, 505, 1871]
notice-paragraph: 不慎遗失营业执照正本、副本，统一社会信用代码，特此声明作废。 [583, 292, 687, 302]
court-signature: 重庆市渝北区人民法院 [293, 737, 331, 742]
court-signature: 湖南省株洲市天元区人民法院 [455, 2221, 505, 2226]
notice-paragraph: 本院受理原告诉被告买卖合同纠纷一案，已审理终结。现依法向你公告送达民事判决书。自公告之日起，经过60日即视为送达。如不服本判决，可在判决书送达之日起15日内，向本院递交上诉状，并按对方当事人的人数提出副本，上诉于中级人民法院。逾期本判决即发生法律效力。 [227, 992, 331, 1017]
court-signature: 贵州省兴仁市人民法院 [120, 1760, 158, 1765]
notice-paragraph: 本院受理原告诉被告买卖合同纠纷一案，已审理终结。现依法向你公告送达民事判决书。自公告之日起，经过60日即视为送达。如不服本判决，可在判决书送达之日起15日内，向本院递交上诉状，并按对方当事人的人数提出副本，上诉于中级人民法院。逾期本判决即发生法律效力。 [401, 1310, 505, 1335]
notice-paragraph: 本院受理原告与被告民间借贷纠纷一案，现依法向你公告送达起诉状副本、应诉通知书、举证通知书、开庭传票及合议庭组成人员通知书。自公告之日起经过30日即视为送达。提出答辩状和举证的期限分别为公告送达期满后的15日内。并定于举证期满后第3日上午9时在本院第三法庭公开开庭审理，逾期将依法缺席判决。 [401, 1024, 505, 1054]
notice-paragraph: 不慎遗失营业执照正本、副本，统一社会信用代码，特此声明作废。 [583, 501, 687, 511]
court-signature: 贵州省兴仁市人民法院 [293, 668, 331, 673]
court-signature: 江苏省南京市鼓楼区人民法院 [455, 1373, 505, 1378]
notice-paragraph: 本院受理原告与被告民间借贷纠纷一案，现依法向你公告送达起诉状副本、应诉通知书、举证通知书、开庭传票及合议庭组成人员通知书。自公告之日起经过30日即视为送达。提出答辩状和举证的期限分别为公告送达期满后的15日内。并定于举证期满后第3日上午9时在本院第三法庭公开开庭审理，逾期将依法缺席判决。 [54, 1379, 158, 1409]
court-signature: 安徽省阜阳市颍州区人民法院 [108, 1797, 158, 1802]
column-q14 [53, 156, 159, 1888]
court-signature: 广东省深圳市南山区人民法院 [455, 949, 505, 954]
court-signature: 河北省平山县人民法院 [467, 2009, 505, 2014]
court-signature: 河北省青河县人民法院 [293, 594, 331, 599]
court-signature: 河北省青河县人民法院 [120, 1691, 158, 1696]
court-signature: 辽宁省沈阳市和平区人民法院 [637, 1934, 687, 1939]
notice-paragraph: 本院受理原告与被告民间借贷纠纷一案，现依法向你公告送达起诉状副本、应诉通知书、举证通知书、开庭传票及合议庭组成人员通知书。自公告之日起经过30日即视为送达。提出答辩状和举证的期限分别为公告送达期满后的15日内。并定于举证期满后第3日上午9时在本院第三法庭公开开庭审理，逾期将依法缺席判决。 [401, 918, 505, 948]
court-signature: 湖南省株洲市天元区人民法院 [455, 244, 505, 249]
notice-paragraph: 本院受理原告与被告民间借贷纠纷一案，现依法向你公告送达起诉状副本、应诉通知书、举证通知书、开庭传票及合议庭组成人员通知书。自公告之日起经过30日即视为送达。提出答辩状和举证的期限分别为公告送达期满后的15日内。并定于举证期满后第3日上午9时在本院第三法庭公开开庭审理，逾期将依法缺席判决。 [401, 1872, 505, 1902]
notice-paragraph: 本院受理原告诉被告买卖合同纠纷一案，已审理终结。现依法向你公告送达民事判决书。自公告之日起，经过60日即视为送达。如不服本判决，可在判决书送达之日起15日内，向本院递交上诉状，并按对方当事人的人数提出副本，上诉于中级人民法院。逾期本判决即发生法律效力。 [54, 1416, 158, 1441]
court-signature: 安徽省阜阳市颍州区人民法院 [637, 1616, 687, 1621]
column-q23 [226, 156, 332, 2038]
court-signature: 湖北省长沙市岳麓区人民法院 [281, 1267, 331, 1272]
court-signature: 河北省青河县人民法院 [649, 1510, 687, 1515]
court-signature: 河南省郑州市中原区人民法院 [281, 1866, 331, 1871]
notice-paragraph: 本院受理原告诉被告买卖合同纠纷一案，已审理终结。现依法向你公告送达民事判决书。自公告之日起，经过60日即视为送达。如不服本判决，可在判决书送达之日起15日内，向本院递交上诉状，并按对方当事人的人数提出副本，上诉于中级人民法院。逾期本判决即发生法律效力。 [227, 1204, 331, 1229]
court-signature: 四川省成都市锦江区人民法院 [455, 806, 505, 811]
court-signature: 浙江省杭州市西湖区人民法院 [108, 562, 158, 567]
court-signature: 湖南省株洲市天元区人民法院 [637, 1759, 687, 1764]
court-signature: 辽宁省沈阳市和平区人民法院 [281, 1018, 331, 1023]
notice-paragraph: 不慎遗失营业执照正本、副本，统一社会信用代码，特此声明作废。 [583, 996, 687, 1006]
court-signature: 浙江省杭州市西湖区人民法院 [455, 350, 505, 355]
court-signature: 重庆市渝北区人民法院 [293, 244, 331, 249]
notice-paragraph: 本院受理原告与被告民间借贷纠纷一案，现依法向你公告送达起诉状副本、应诉通知书、举证通知书、开庭传票及合议庭组成人员通知书。自公告之日起经过30日即视为送达。提出答辩状和举证的期限分别为公告送达期满后的15日内。并定于举证期满后第3日上午9时在本院第三法庭公开开庭审理，逾期将依法缺席判决。 [227, 955, 331, 985]
notice-paragraph: 不慎遗失营业执照正本、副本，统一社会信用代码，特此声明作废。 [583, 842, 687, 852]
notice-paragraph: 本院受理原告与被告民间借贷纠纷一案，现依法向你公告送达起诉状副本、应诉通知书、举证通知书、开庭传票及合议庭组成人员通知书。自公告之日起经过30日即视为送达。提出答辩状和举证的期限分别为公告送达期满后的15日内。并定于举证期满后第3日上午9时在本院第三法庭公开开庭审理，逾期将依法缺席判决。 [583, 1765, 687, 1795]
notice-paragraph: 本院受理原告诉被告买卖合同纠纷一案，已审理终结。现依法向你公告送达民事判决书。自公告之日起，经过60日即视为送达。如不服本判决，可在判决书送达之日起15日内，向本院递交上诉状，并按对方当事人的人数提出副本，上诉于中级人民法院。逾期本判决即发生法律效力。 [54, 1204, 158, 1229]
notice-paragraph: 本院受理原告诉被告买卖合同纠纷一案，已审理终结。现依法向你公告送达民事判决书。自公告之日起，经过60日即视为送达。如不服本判决，可在判决书送达之日起15日内，向本院递交上诉状，并按对方当事人的人数提出副本，上诉于中级人民法院。逾期本判决即发生法律效力。 [401, 1840, 505, 1865]
column-header: 公告专栏 [582, 157, 688, 175]
notice-paragraph: 本院受理原告诉被告买卖合同纠纷一案，已审理终结。现依法向你公告送达民事判决书。自公告之日起，经过60日即视为送达。如不服本判决，可在判决书送达之日起15日内，向本院递交上诉状，并按对方当事人的人数提出副本，上诉于中级人民法院。逾期本判决即发生法律效力。 [54, 1098, 158, 1123]
notice-paragraph: 不慎遗失营业执照正本、副本，统一社会信用代码，特此声明作废。 [583, 930, 687, 940]
notice-paragraph: 不慎遗失营业执照正本、副本，统一社会信用代码，特此声明作废。 [583, 743, 687, 753]
notice-paragraph: 本院受理原告诉被告买卖合同纠纷一案，已审理终结。现依法向你公告送达民事判决书。自公告之日起，经过60日即视为送达。如不服本判决，可在判决书送达之日起15日内，向本院递交上诉状，并按对方当事人的人数提出副本，上诉于中级人民法院。逾期本判决即发生法律效力。 [401, 674, 505, 699]
notice-paragraph: 本院受理原告与被告民间借贷纠纷一案，现依法向你公告送达起诉状副本、应诉通知书、举证通知书、开庭传票及合议庭组成人员通知书。自公告之日起经过30日即视为送达。提出答辩状和举证的期限分别为公告送达期满后的15日内。并定于举证期满后第3日上午9时在本院第三法庭公开开庭审理，逾期将依法缺席判决。 [401, 282, 505, 312]
notice-paragraph: 本院受理原告与被告民间借贷纠纷一案，现依法向你公告送达起诉状副本、应诉通知书、举证通知书、开庭传票及合议庭组成人员通知书。自公告之日起经过30日即视为送达。提出答辩状和举证的期限分别为公告送达期满后的15日内。并定于举证期满后第3日上午9时在本院第三法庭公开开庭审理，逾期将依法缺席判决。 [401, 1273, 505, 1303]
notice-paragraph: 不慎遗失营业执照正本、副本，统一社会信用代码，特此声明作废。 [583, 1051, 687, 1061]
notice-paragraph: 不慎遗失营业执照正本、副本，统一社会信用代码，特此声明作废。 [583, 1106, 687, 1116]
court-signature: 重庆市渝北区人民法院 [649, 1653, 687, 1658]
court-signature: 四川省成都市锦江区人民法院 [455, 313, 505, 318]
notice-paragraph: 不慎遗失营业执照正本、副本，统一社会信用代码，特此声明作废。 [583, 270, 687, 280]
layout-label-q67: 6/7 中缝 [594, 96, 687, 120]
notice-paragraph: 不慎遗失营业执照正本、副本，统一社会信用代码，特此声明作废。 [583, 710, 687, 720]
notice-paragraph: 不慎遗失营业执照正本、副本，统一社会信用代码，特此声明作废。 [583, 754, 687, 764]
court-signature: 湖北省长沙市岳麓区人民法院 [281, 774, 331, 779]
notice-paragraph: 本院受理原告与被告民间借贷纠纷一案，现依法向你公告送达起诉状副本、应诉通知书、举证通知书、开庭传票及合议庭组成人员通知书。自公告之日起经过30日即视为送达。提出答辩状和举证的期限分别为公告送达期满后的15日内。并定于举证期满后第3日上午9时在本院第三法庭公开开庭审理，逾期将依法缺席判决。 [401, 743, 505, 773]
notice-paragraph: 本院受理原告与被告民间借贷纠纷一案，现依法向你公告送达起诉状副本、应诉通知书、举证通知书、开庭传票及合议庭组成人员通知书。自公告之日起经过30日即视为送达。提出答辩状和举证的期限分别为公告送达期满后的15日内。并定于举证期满后第3日上午9时在本院第三法庭公开开庭审理，逾期将依法缺席判决。 [583, 1553, 687, 1583]
column-body [400, 175, 506, 2226]
notice-paragraph: 本院受理原告诉被告买卖合同纠纷一案，已审理终结。现依法向你公告送达民事判决书。自公告之日起，经过60日即视为送达。如不服本判决，可在判决书送达之日起15日内，向本院递交上诉状，并按对方当事人的人数提出副本，上诉于中级人民法院。逾期本判决即发生法律效力。 [227, 250, 331, 275]
notice-paragraph: 不慎遗失营业执照正本、副本，统一社会信用代码，特此声明作废。 [583, 435, 687, 445]
notice-paragraph: 本院受理原告诉被告买卖合同纠纷一案，已审理终结。现依法向你公告送达民事判决书。自公告之日起，经过60日即视为送达。如不服本判决，可在判决书送达之日起15日内，向本院递交上诉状，并按对方当事人的人数提出副本，上诉于中级人民法院。逾期本判决即发生法律效力。 [54, 250, 158, 275]
court-signature: 安徽省阜阳市颍州区人民法院 [108, 806, 158, 811]
notice-paragraph: 本院受理原告与被告民间借贷纠纷一案，现依法向你公告送达起诉状副本、应诉通知书、举证通知书、开庭传票及合议庭组成人员通知书。自公告之日起经过30日即视为送达。提出答辩状和举证的期限分别为公告送达期满后的15日内。并定于举证期满后第3日上午9时在本院第三法庭公开开庭审理，逾期将依法缺席判决。 [401, 494, 505, 524]
court-signature: 浙江省杭州市西湖区人民法院 [281, 1940, 331, 1945]
court-signature: 江西省南昌市青山湖区人民法院 [451, 700, 505, 705]
notice-paragraph: 不慎遗失营业执照正本、副本，统一社会信用代码，特此声明作废。 [583, 281, 687, 291]
court-signature: 贵州省兴仁市人民法院 [120, 1267, 158, 1272]
notice-paragraph: 本院受理原告与被告民间借贷纠纷一案，现依法向你公告送达起诉状副本、应诉通知书、举证通知书、开庭传票及合议庭组成人员通知书。自公告之日起经过30日即视为送达。提出答辩状和举证的期限分别为公告送达期满后的15日内。并定于举证期满后第3日上午9时在本院第三法庭公开开庭审理，逾期将依法缺席判决。 [54, 1236, 158, 1266]
court-signature: 辽宁省沈阳市和平区人民法院 [108, 631, 158, 636]
court-signature: 河南省郑州市中原区人民法院 [455, 1267, 505, 1272]
notice-paragraph: 不慎遗失营业执照正本、副本，统一社会信用代码，特此声明作废。 [583, 1238, 687, 1248]
notice-paragraph: 本院受理原告诉被告买卖合同纠纷一案，已审理终结。现依法向你公告送达民事判决书。自公告之日起，经过60日即视为送达。如不服本判决，可在判决书送达之日起15日内，向本院递交上诉状，并按对方当事人的人数提出副本，上诉于中级人民法院。逾期本判决即发生法律效力。 [227, 780, 331, 805]
